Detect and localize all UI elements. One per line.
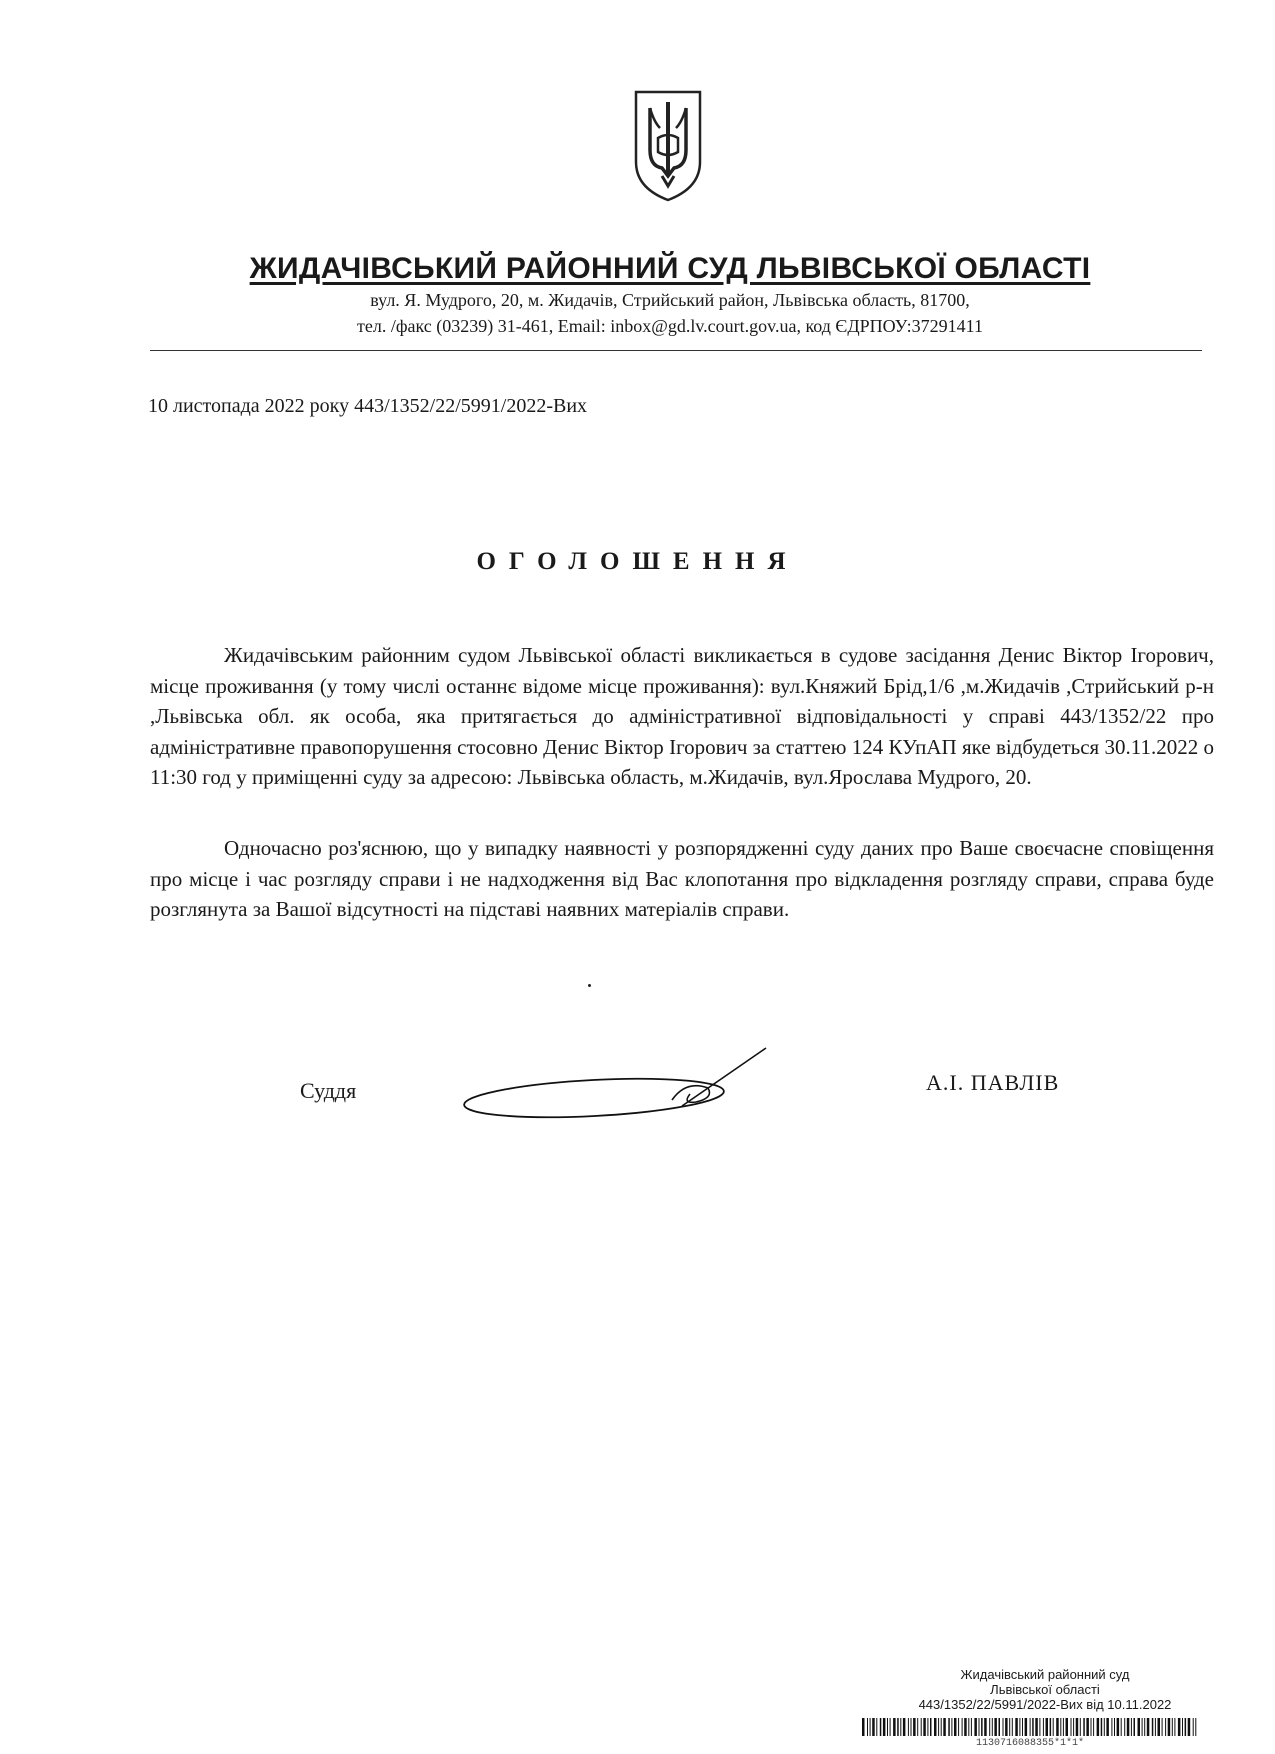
barcode-bar bbox=[1030, 1718, 1031, 1736]
body-paragraph-summons: Жидачівським районним судом Львівської області викликається в судове засідання Денис Віктор Ігорович, місце проживання (у тому числі останнє відоме місце проживання): вул.Княжий Брід,1/6 ,м.Жидачів ,Стрийський р-н ,Львівська обл. як особа, яка притягається до адміністративної відповідальності у справі 443/1352/22 про адміністративне правопорушення стосовно Денис Віктор Ігорович за статтею 124 КУпАП яке відбудеться 30.11.2022 о 11:30 год у приміщенні суду за адресою: Львівська область, м.Жидачів, вул.Ярослава Мудрого, 20. bbox=[150, 643, 1214, 789]
barcode-bar bbox=[1063, 1718, 1064, 1736]
barcode-bar bbox=[1155, 1718, 1156, 1736]
barcode-bar bbox=[1083, 1718, 1085, 1736]
barcode-bar bbox=[900, 1718, 901, 1736]
barcode-bar bbox=[1097, 1718, 1100, 1736]
barcode-bar bbox=[917, 1718, 918, 1736]
barcode-bar bbox=[1172, 1718, 1173, 1736]
barcode-bar bbox=[893, 1718, 896, 1736]
barcode-bar bbox=[962, 1718, 963, 1736]
header-divider bbox=[150, 350, 1202, 351]
barcode-bar bbox=[872, 1718, 875, 1736]
barcode-bar bbox=[1174, 1718, 1175, 1736]
barcode-bar bbox=[913, 1718, 916, 1736]
barcode-bar bbox=[1046, 1718, 1049, 1736]
barcode-bar bbox=[1131, 1718, 1132, 1736]
barcode-bar bbox=[1093, 1718, 1094, 1736]
barcode-icon bbox=[860, 1718, 1200, 1736]
barcode-bar bbox=[1111, 1718, 1112, 1736]
barcode-bar bbox=[1178, 1718, 1181, 1736]
barcode-bar bbox=[1043, 1718, 1044, 1736]
barcode-bar bbox=[1127, 1718, 1130, 1736]
barcode-bar bbox=[1009, 1718, 1010, 1736]
barcode-bar bbox=[943, 1718, 946, 1736]
barcode-bar bbox=[1080, 1718, 1081, 1736]
barcode-bar bbox=[1019, 1718, 1020, 1736]
barcode-bar bbox=[903, 1718, 906, 1736]
barcode-bar bbox=[1121, 1718, 1122, 1736]
barcode-bar bbox=[958, 1718, 959, 1736]
barcode-bar bbox=[870, 1718, 871, 1736]
barcode-bar bbox=[979, 1718, 980, 1736]
barcode-bar bbox=[1185, 1718, 1187, 1736]
barcode-bar bbox=[1035, 1718, 1038, 1736]
barcode-bar bbox=[938, 1718, 939, 1736]
document-title: ОГОЛОШЕННЯ bbox=[476, 548, 799, 575]
body-paragraph-explanation: Одночасно роз'яснюю, що у випадку наявності у розпорядженні суду даних про Ваше своєчасне сповіщення про місце і час розгляду справи і не надходження від Вас клопотання про відкладення розгляду справи, справа буде розглянута за Вашої відсутності на підставі наявних матеріалів справи. bbox=[150, 836, 1214, 921]
barcode-bar bbox=[1142, 1718, 1143, 1736]
barcode-bar bbox=[1106, 1718, 1109, 1736]
barcode-bar bbox=[876, 1718, 877, 1736]
barcode-bar bbox=[999, 1718, 1001, 1736]
court-contacts: тел. /факс (03239) 31-461, Email: inbox@gd.lv.court.gov.ua, код ЄДРПОУ:37291411 bbox=[357, 316, 983, 336]
barcode-bar bbox=[1076, 1718, 1079, 1736]
barcode-bar bbox=[981, 1718, 983, 1736]
barcode-bar bbox=[1138, 1718, 1141, 1736]
barcode-bar bbox=[1165, 1718, 1166, 1736]
barcode-bar bbox=[1195, 1718, 1196, 1736]
barcode-bar bbox=[1162, 1718, 1163, 1736]
barcode-bar bbox=[1147, 1718, 1150, 1736]
scan-speck bbox=[588, 984, 591, 987]
court-name: ЖИДАЧІВСЬКИЙ РАЙОННИЙ СУД ЛЬВІВСЬКОЇ ОБЛАСТІ bbox=[249, 252, 1091, 285]
barcode-bar bbox=[1015, 1718, 1018, 1736]
barcode-bar bbox=[1053, 1718, 1054, 1736]
barcode-bar bbox=[1114, 1718, 1115, 1736]
barcode-bar bbox=[923, 1718, 926, 1736]
barcode-bar bbox=[994, 1718, 997, 1736]
barcode-bar bbox=[1158, 1718, 1161, 1736]
barcode-bar bbox=[1050, 1718, 1052, 1736]
barcode-bar bbox=[930, 1718, 932, 1736]
barcode-bar bbox=[971, 1718, 972, 1736]
barcode-number: 1130716088355*1*1* bbox=[975, 1738, 1085, 1749]
barcode-bar bbox=[1012, 1718, 1013, 1736]
barcode-bar bbox=[1022, 1718, 1023, 1736]
barcode-bar bbox=[1188, 1718, 1191, 1736]
barcode-bar bbox=[1060, 1718, 1061, 1736]
barcode-bar bbox=[1182, 1718, 1183, 1736]
barcode-bar bbox=[883, 1718, 886, 1736]
handwritten-signature-icon bbox=[460, 1040, 780, 1120]
barcode-bar bbox=[1104, 1718, 1105, 1736]
barcode-bar bbox=[880, 1718, 882, 1736]
barcode-bar bbox=[921, 1718, 922, 1736]
barcode-bar bbox=[867, 1718, 868, 1736]
barcode-bar bbox=[1091, 1718, 1092, 1736]
barcode-bar bbox=[897, 1718, 899, 1736]
barcode-bar bbox=[890, 1718, 891, 1736]
barcode-bar bbox=[951, 1718, 952, 1736]
outgoing-reference: 10 листопада 2022 року 443/1352/22/5991/2022-Вих bbox=[148, 395, 588, 417]
stamp-court-name: Жидачівський районний суд bbox=[960, 1667, 1130, 1682]
court-address: вул. Я. Мудрого, 20, м. Жидачів, Стрийський район, Львівська область, 81700, bbox=[370, 290, 970, 310]
barcode-bar bbox=[1101, 1718, 1103, 1736]
barcode-bar bbox=[1086, 1718, 1089, 1736]
barcode-bar bbox=[1071, 1718, 1072, 1736]
barcode-bar bbox=[984, 1718, 987, 1736]
barcode-bar bbox=[974, 1718, 977, 1736]
barcode-bar bbox=[954, 1718, 957, 1736]
barcode-bar bbox=[1056, 1718, 1059, 1736]
judge-name: А.І. ПАВЛІВ bbox=[926, 1070, 1060, 1095]
barcode-bar bbox=[911, 1718, 912, 1736]
barcode-bar bbox=[989, 1718, 990, 1736]
barcode-bar bbox=[887, 1718, 888, 1736]
barcode-bar bbox=[1193, 1718, 1194, 1736]
barcode-bar bbox=[964, 1718, 967, 1736]
tryzub-coat-of-arms-icon bbox=[632, 88, 704, 204]
barcode-bar bbox=[948, 1718, 950, 1736]
barcode-bar bbox=[908, 1718, 909, 1736]
barcode-bar bbox=[1152, 1718, 1154, 1736]
barcode-bar bbox=[862, 1718, 865, 1736]
barcode-bar bbox=[1003, 1718, 1004, 1736]
barcode-bar bbox=[1073, 1718, 1074, 1736]
barcode-bar bbox=[934, 1718, 937, 1736]
barcode-bar bbox=[1032, 1718, 1034, 1736]
barcode-bar bbox=[1144, 1718, 1145, 1736]
barcode-bar bbox=[1134, 1718, 1136, 1736]
barcode-bar bbox=[1066, 1718, 1069, 1736]
barcode-bar bbox=[927, 1718, 928, 1736]
stamp-region: Львівської області bbox=[990, 1682, 1100, 1697]
registration-stamp bbox=[880, 1667, 1210, 1712]
barcode-bar bbox=[1124, 1718, 1125, 1736]
stamp-reference: 443/1352/22/5991/2022-Вих від 10.11.2022 bbox=[918, 1697, 1172, 1712]
barcode-bar bbox=[941, 1718, 942, 1736]
barcode-bar bbox=[1117, 1718, 1120, 1736]
judge-title: Суддя bbox=[300, 1078, 357, 1103]
barcode-bar bbox=[968, 1718, 969, 1736]
barcode-bar bbox=[1005, 1718, 1008, 1736]
barcode-bar bbox=[992, 1718, 993, 1736]
barcode-bar bbox=[1039, 1718, 1040, 1736]
barcode-bar bbox=[1025, 1718, 1028, 1736]
barcode-bar bbox=[1168, 1718, 1171, 1736]
